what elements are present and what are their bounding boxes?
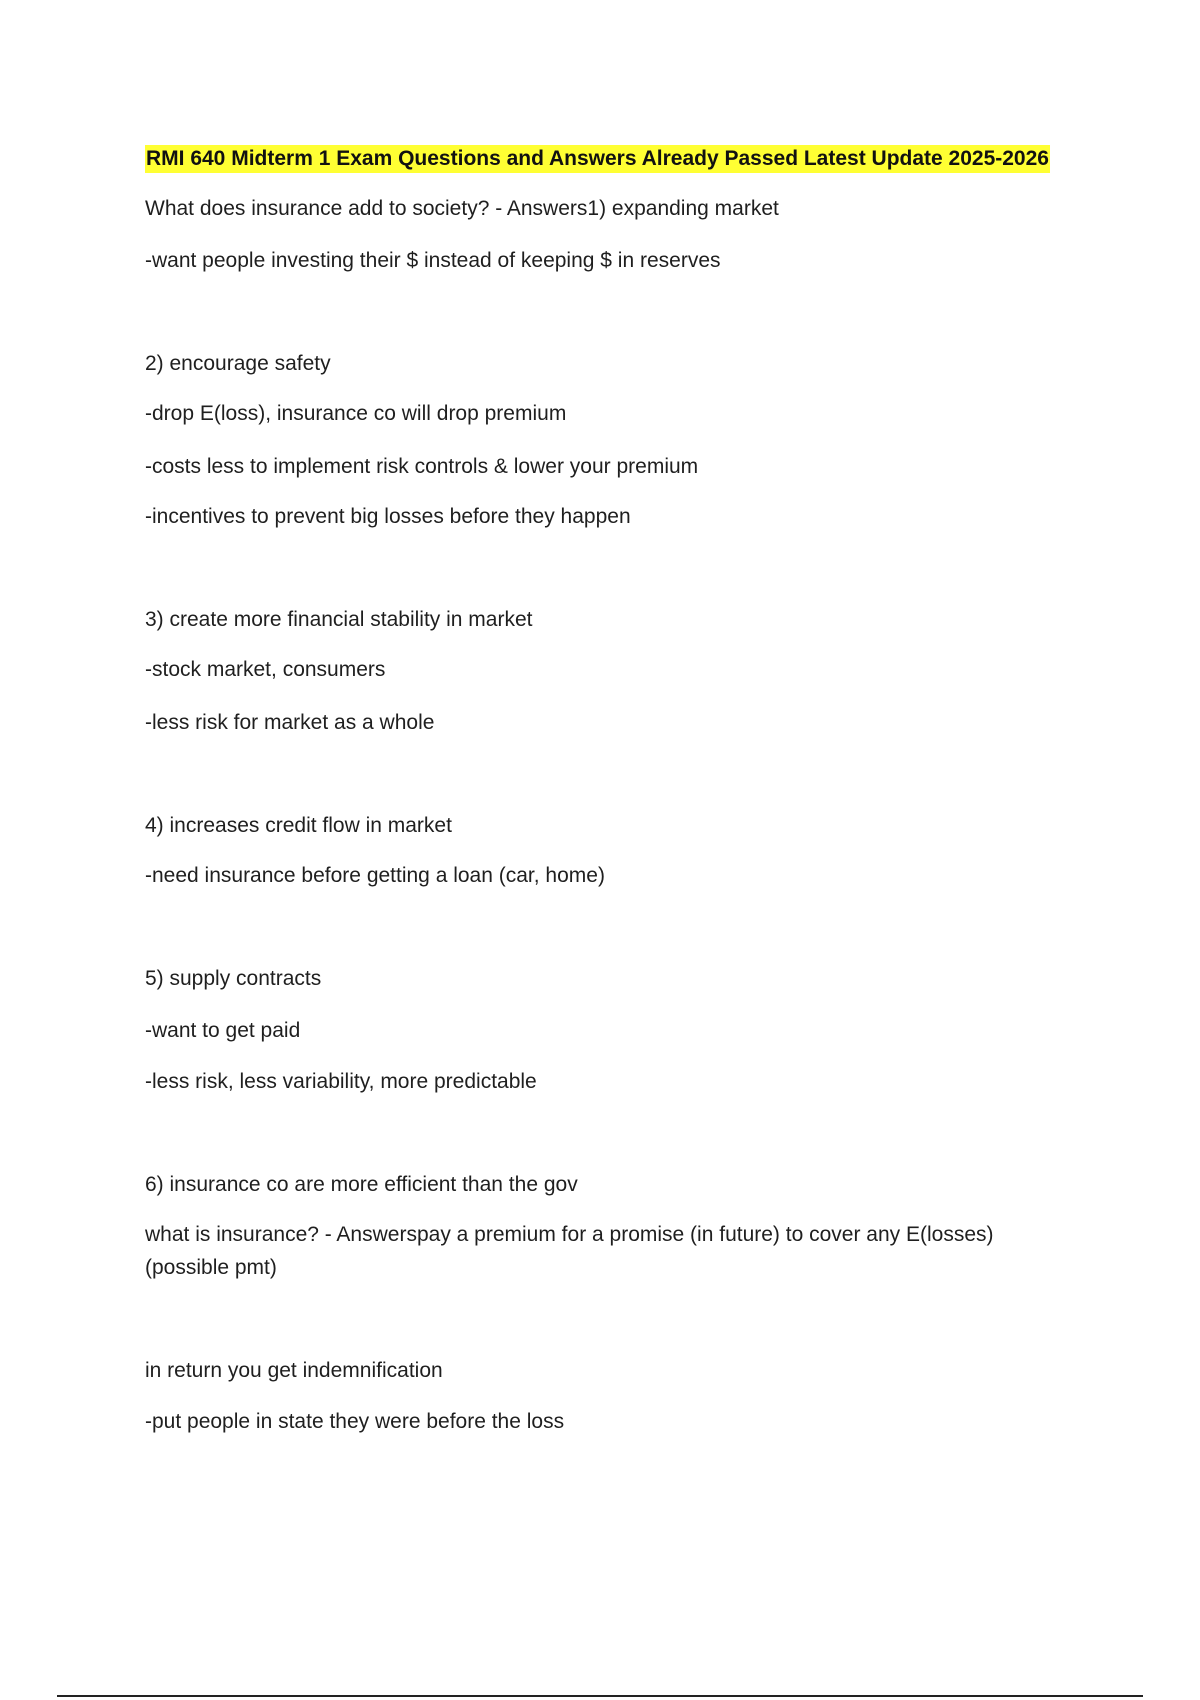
answer-line: -need insurance before getting a loan (car, home) <box>145 864 605 887</box>
answer-line: -stock market, consumers <box>145 658 386 681</box>
answer-line: in return you get indemnification <box>145 1359 443 1382</box>
footer-rule <box>57 1695 1143 1697</box>
document-title: RMI 640 Midterm 1 Exam Questions and Answers Already Passed Latest Update 2025-2026 <box>145 145 1050 173</box>
answer-line: -less risk, less variability, more predictable <box>145 1070 537 1093</box>
answer-line: -less risk for market as a whole <box>145 711 435 734</box>
answer-line: -want to get paid <box>145 1019 301 1042</box>
question-2-line: what is insurance? - Answerspay a premium for a promise (in future) to cover any E(losses) <box>145 1223 994 1246</box>
answer-line: (possible pmt) <box>145 1256 277 1279</box>
answer-line: -costs less to implement risk controls & lower your premium <box>145 455 699 478</box>
answer-line: -put people in state they were before the loss <box>145 1410 565 1433</box>
answer-point-6: 6) insurance co are more efficient than the gov <box>145 1173 578 1196</box>
answer-line: -drop E(loss), insurance co will drop premium <box>145 402 567 425</box>
question-1-line: What does insurance add to society? - Answers1) expanding market <box>145 197 779 220</box>
answer-point-4: 4) increases credit flow in market <box>145 814 452 837</box>
answer-line: -want people investing their $ instead of keeping $ in reserves <box>145 249 721 272</box>
answer-point-2: 2) encourage safety <box>145 352 331 375</box>
answer-point-3: 3) create more financial stability in market <box>145 608 533 631</box>
answer-point-5: 5) supply contracts <box>145 967 322 990</box>
answer-line: -incentives to prevent big losses before they happen <box>145 505 631 528</box>
